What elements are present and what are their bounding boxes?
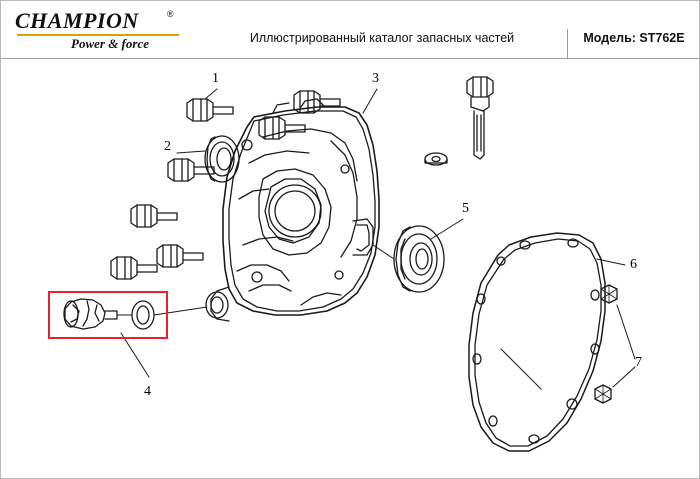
- callout-6: 6: [630, 257, 637, 272]
- exploded-parts-diagram: [1, 59, 699, 478]
- part-oil-seal: [205, 136, 239, 182]
- brand-name: CHAMPION: [15, 8, 139, 33]
- brand-tagline: Power & force: [71, 36, 149, 51]
- header-divider: [567, 29, 568, 59]
- diagram-svg: [1, 59, 699, 478]
- callout-2: 2: [164, 139, 171, 154]
- callout-3: 3: [372, 71, 379, 86]
- brand-logo: [15, 8, 187, 50]
- callout-5: 5: [462, 201, 469, 216]
- selected-part-highlight[interactable]: [48, 291, 168, 339]
- part-crankcase-gasket: [469, 233, 605, 451]
- part-nut-group: [595, 285, 617, 403]
- part-stud-shaft: [425, 77, 493, 165]
- model-label: Модель: ST762E: [583, 31, 685, 45]
- registered-trademark-icon: ®: [167, 9, 174, 19]
- callout-4: 4: [144, 384, 151, 399]
- page-header: [1, 1, 699, 59]
- page-title: Иллюстрированный каталог запасных частей: [249, 31, 515, 45]
- callout-7: 7: [635, 355, 642, 370]
- callout-1: 1: [212, 71, 219, 86]
